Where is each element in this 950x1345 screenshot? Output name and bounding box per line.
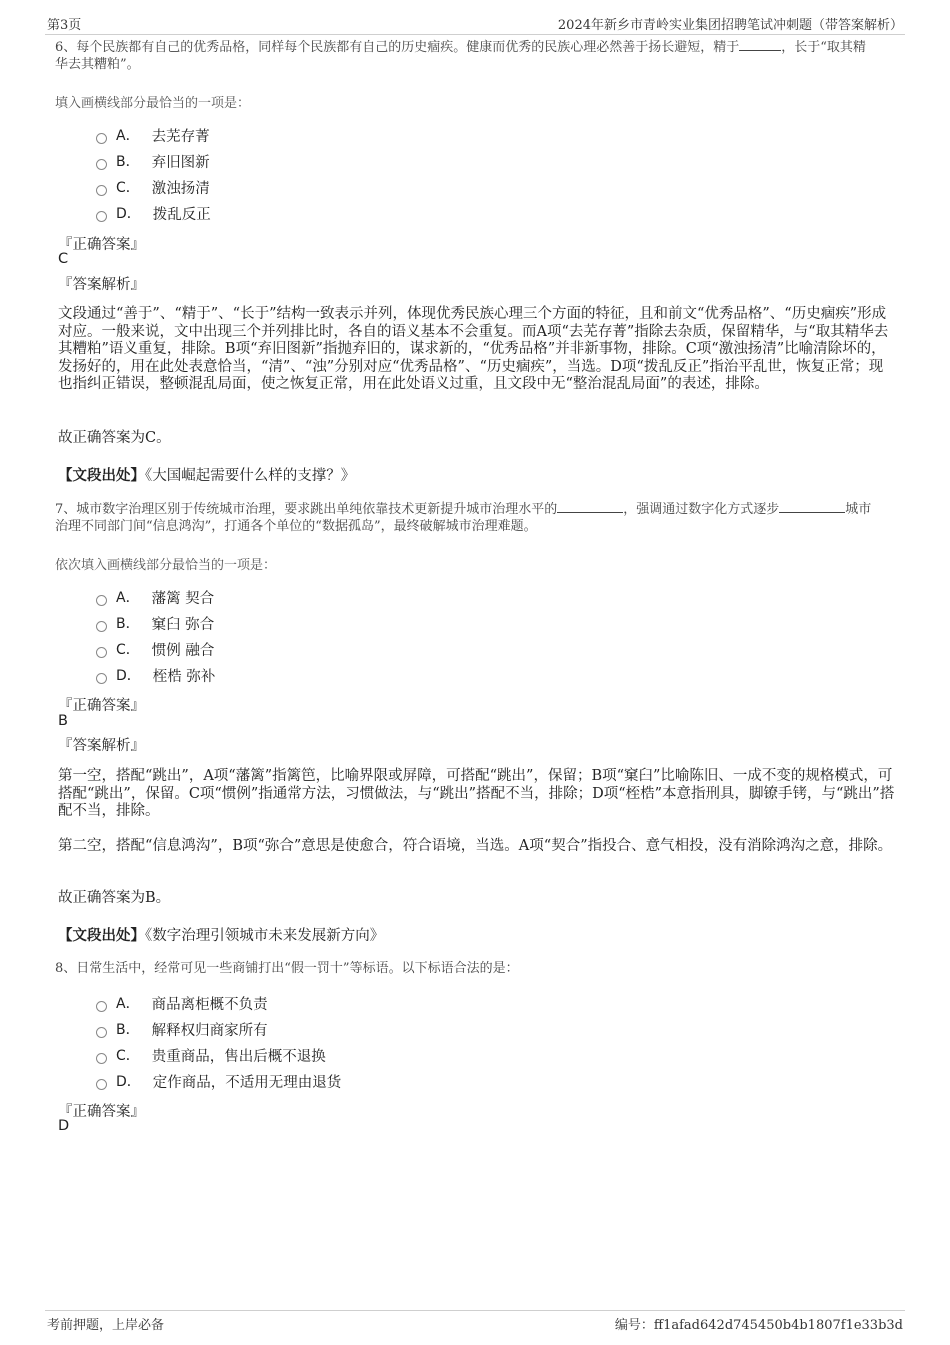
radio-icon[interactable] <box>96 133 107 144</box>
q7-option-c[interactable]: C． 惯例 融合 <box>96 639 214 659</box>
radio-icon[interactable] <box>96 211 107 222</box>
q8-answer: D <box>58 1118 70 1134</box>
footer-divider <box>45 1310 905 1311</box>
q6-answer-label: 『正确答案』 <box>58 237 145 253</box>
radio-icon[interactable] <box>96 1001 107 1012</box>
q6-analysis: 文段通过“善于”、“精于”、“长于”结构一致表示并列，体现优秀民族心理三个方面的特征，且和前文“优秀品格”、“历史痼疾”形成对应。一般来说，文中出现三个并列排比时，各自的语义基本不会重复。而A项“去芜存菁”指除去杂质，保留精华，与“取其精华去其糟粕”语义重复，排除。B项“弃旧图新”指抛弃旧的，谋求新的，“优秀品格”并非新事物，排除。C项“激浊扬清”比喻清除坏的，发扬好的，用在此处表意恰当，“清”、“浊”分别对应“优秀品格”、“历史痼疾”，当选。D项“拨乱反正”指治平乱世，恢复正常；现也指纠正错误，整顿混乱局面，使之恢复正常，用在此处语义过重，且文段中无“整治混乱局面”的表述，排除。 <box>58 306 889 392</box>
q6-conclusion: 故正确答案为C。 <box>58 430 171 446</box>
radio-icon[interactable] <box>96 185 107 196</box>
q8-option-a[interactable]: A． 商品离柜概不负责 <box>96 993 268 1013</box>
q6-stem: 6、每个民族都有自己的优秀品格，同样每个民族都有自己的历史痼疾。健康而优秀的民族心理必然善于扬长避短，精于 ，长于“取其精 华去其糟粕”。 <box>55 40 866 72</box>
q6-option-c[interactable]: C． 激浊扬清 <box>96 177 210 197</box>
footer-slogan: 考前押题，上岸必备 <box>47 1318 165 1333</box>
q8-option-c[interactable]: C． 贵重商品，售出后概不退换 <box>96 1045 326 1065</box>
radio-icon[interactable] <box>96 159 107 170</box>
q7-analysis-1: 第一空，搭配“跳出”，A项“藩篱”指篱笆，比喻界限或屏障，可搭配“跳出”，保留；B项“窠臼”比喻陈旧、一成不变的规格模式，可搭配“跳出”，保留。C项“惯例”指通常方法，习惯做法，与“跳出”搭配不当，排除；D项“桎梏”本意指刑具，脚镣手铐，与“跳出”搭配不当，排除。 <box>58 768 895 819</box>
radio-icon[interactable] <box>96 673 107 684</box>
page-number: 第3页 <box>47 18 82 33</box>
q6-prompt: 填入画横线部分最恰当的一项是： <box>55 96 251 111</box>
radio-icon[interactable] <box>96 595 107 606</box>
q7-prompt: 依次填入画横线部分最恰当的一项是： <box>55 558 277 573</box>
radio-icon[interactable] <box>96 1079 107 1090</box>
q6-option-b[interactable]: B． 弃旧图新 <box>96 151 210 171</box>
q8-option-b[interactable]: B． 解释权归商家所有 <box>96 1019 268 1039</box>
q7-answer-label: 『正确答案』 <box>58 698 145 714</box>
q7-analysis-2: 第二空，搭配“信息鸿沟”，B项“弥合”意思是使愈合，符合语境，当选。A项“契合”指投合、意气相投，没有消除鸿沟之意，排除。 <box>58 838 893 854</box>
q8-stem: 8、日常生活中，经常可见一些商铺打出“假一罚十”等标语。以下标语合法的是： <box>55 961 519 976</box>
radio-icon[interactable] <box>96 621 107 632</box>
radio-icon[interactable] <box>96 1027 107 1038</box>
q8-answer-label: 『正确答案』 <box>58 1104 145 1120</box>
q6-option-a[interactable]: A． 去芜存菁 <box>96 125 210 145</box>
q7-option-b[interactable]: B． 窠臼 弥合 <box>96 613 214 633</box>
q7-analysis-label: 『答案解析』 <box>58 738 145 754</box>
q6-answer: C <box>58 251 69 267</box>
q7-option-a[interactable]: A． 藩篱 契合 <box>96 587 214 607</box>
document-id: 编号：ff1afad642d745450b4b1807f1e33b3d <box>614 1318 903 1333</box>
document-title: 2024年新乡市青岭实业集团招聘笔试冲刺题（带答案解析） <box>557 18 903 33</box>
q7-option-d[interactable]: D． 桎梏 弥补 <box>96 665 215 685</box>
q7-source: 【文段出处】《数字治理引领城市未来发展新方向》 <box>58 927 385 944</box>
q8-option-d[interactable]: D． 定作商品，不适用无理由退货 <box>96 1071 341 1091</box>
q6-source: 【文段出处】《大国崛起需要什么样的支撑？》 <box>58 467 356 484</box>
radio-icon[interactable] <box>96 1053 107 1064</box>
q7-stem: 7、城市数字治理区别于传统城市治理，要求跳出单纯依靠技术更新提升城市治理水平的 ，强调通过数字化方式逐步 城市 治理不同部门间“信息鸿沟”，打通各个单位的“数据孤岛”，最终破解城市治理难题。 <box>55 502 872 534</box>
header-divider <box>45 34 905 35</box>
radio-icon[interactable] <box>96 647 107 658</box>
q6-option-d[interactable]: D． 拨乱反正 <box>96 203 211 223</box>
q7-conclusion: 故正确答案为B。 <box>58 890 171 906</box>
q7-answer: B <box>58 713 68 729</box>
q6-analysis-label: 『答案解析』 <box>58 277 145 293</box>
